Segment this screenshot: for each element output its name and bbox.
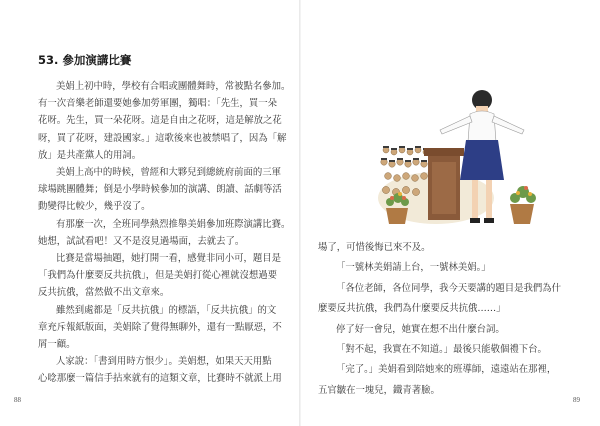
body-line: 「我們為什麼要反共抗俄」，但是美娟打從心裡就沒想過要 [38, 270, 278, 282]
podium [424, 148, 464, 220]
body-line: 反共抗俄，當然做不出文章來。 [38, 287, 170, 299]
body-line: 「各位老師，各位同學，我今天要講的題目是我們為什 [336, 282, 562, 294]
body-line: 場了，可惜後悔已來不及。 [318, 242, 431, 253]
body-line: 「完了。」美娟看到陪她來的班導師，遠遠站在那裡， [336, 364, 557, 376]
body-line: 麼要反共抗俄，我們為什麼要反共抗俄……」 [318, 303, 506, 315]
body-line: 五官皺在一塊兒，鐵青著臉。 [318, 384, 440, 396]
body-line: 屑一顧。 [38, 339, 76, 350]
body-line: 雖然到處都是「反共抗俄」的標語，「反共抗俄」的文 [56, 304, 277, 316]
book-gutter [299, 0, 301, 426]
body-line: 美娟上初中時，學校有合唱或團體舞時，常被點名參加。 [56, 81, 291, 92]
body-line: 人家說：「書到用時方恨少」。美娟想，如果天天用點 [56, 356, 272, 368]
page-number-left: 88 [14, 396, 21, 404]
body-line: 呀，買了花呀，建設國家。」這歌後來也被禁唱了，因為「解 [38, 132, 287, 144]
body-line: 「對不起，我實在不知道。」最後只能敬個禮下台。 [336, 344, 547, 355]
body-line: 放」是共產黨人的用詞。 [38, 149, 142, 161]
body-line: 花呀。先生，買一朵花呀。這是自由之花呀，這是解放之花 [38, 115, 282, 127]
body-line: 球場跳團體舞；倒是小學時候參加的演講、朗讀、話劇等活 [38, 184, 282, 196]
body-line: 動變得比較少，幾乎沒了。 [38, 201, 151, 213]
body-line: 停了好一會兒，她實在想不出什麼台詞。 [336, 323, 505, 335]
body-line: 她想，試試看吧！又不是沒見過場面，去就去了。 [38, 235, 245, 247]
body-line: 「一號林美娟請上台，一號林美娟。」 [336, 262, 491, 274]
body-line: 美娟上高中的時候，曾經和大夥兒到總統府前面的三軍 [56, 167, 282, 178]
chapter-title: 53. 參加演講比賽 [38, 53, 132, 67]
body-line: 章充斥報紙版面，美娟除了覺得無聊外，還有一點厭惡，不 [38, 321, 282, 333]
page-number-right: 89 [573, 396, 580, 404]
speech-contest-illustration [378, 86, 540, 234]
body-line: 心唸那麼一篇信手拈來就有的這類文章，比賽時不就派上用 [38, 373, 282, 385]
body-line: 有那麼一次，全班同學熱烈推舉美娟參加班際演講比賽。 [56, 218, 291, 230]
body-line: 比賽是當場抽題，她打開一看，感覺非同小可，題目是 [56, 253, 282, 264]
body-line: 有一次音樂老師還要她參加勞軍團，獨唱：「先生，買一朵 [38, 98, 278, 110]
flower-pot-right [510, 186, 536, 224]
